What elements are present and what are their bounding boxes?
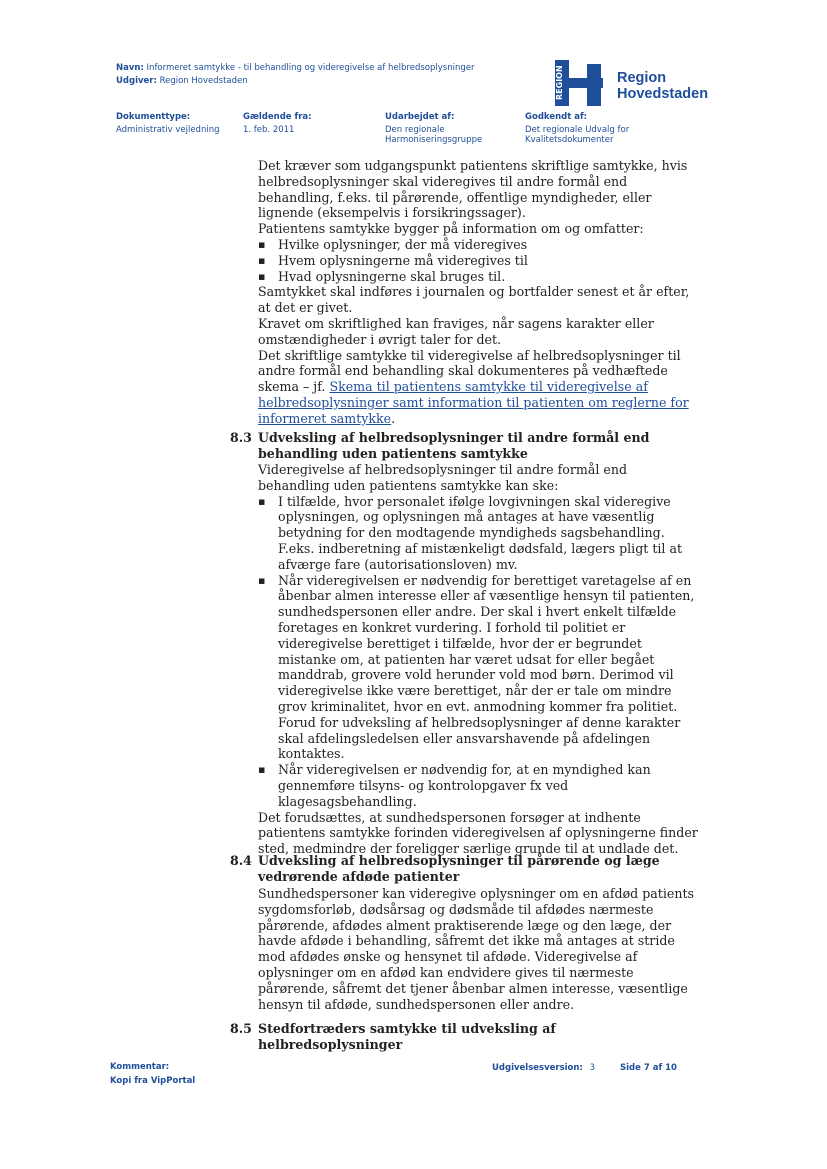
valid-from-label: Gældende fra:	[243, 112, 312, 122]
logo-line-region: Region	[617, 70, 667, 86]
approved-by-label: Godkendt af:	[525, 112, 588, 122]
version-label: Udgivelsesversion:	[492, 1063, 583, 1073]
section-8-3-paragraph-1: Videregivelse af helbredsoplysninger til andre formål end behandling uden patientens samtykke kan ske:	[258, 462, 628, 493]
name-value: Informeret samtykke - til behandling og videregivelse af helbredsoplysninger	[146, 63, 475, 73]
intro-paragraph-5-text: Det skriftlige samtykke til videregivelse af helbredsoplysninger til andre formål end behandling skal dokumenteres på vedhæftede skema – jf.	[258, 347, 681, 395]
section-8-3-number: 8.3	[230, 430, 252, 445]
section-8-3-bullet-list	[258, 494, 698, 810]
section-8-3-paragraph-2: Det forudsættes, at sundhedspersonen forsøger at indhente patientens samtykke forinden videregivelsen af oplysningerne finder sted, medmindre der foreligger særlige grunde til at undlade det.	[258, 809, 698, 857]
section-8-4-title: Udveksling af helbredsoplysninger til pårørende og læge vedrørende afdøde patienter	[258, 853, 660, 884]
publisher-label: Udgiver:	[116, 76, 157, 86]
copy-source-label: Kopi fra VipPortal	[110, 1076, 196, 1086]
intro-block	[258, 158, 698, 427]
intro-paragraph-1: Det kræver som udgangspunkt patientens skriftlige samtykke, hvis helbredsoplysninger skal videregives til andre formål end behandling, f.eks. til pårørende, offentlige myndigheder, eller lignende (eksempelvis i forsikringssager).	[258, 158, 688, 221]
meta-doctype	[116, 112, 219, 135]
meta-approved-by	[525, 112, 629, 145]
comment-label: Kommentar:	[110, 1062, 170, 1072]
intro-paragraph-2: Patientens samtykke bygger på information om og omfatter:	[258, 221, 644, 237]
approved-by-line2: Kvalitetsdokumenter	[525, 135, 614, 145]
meta-valid-from	[243, 112, 312, 135]
list-item: ▪ Hvad oplysningerne skal bruges til.	[258, 269, 698, 285]
footer-page-number: Side 7 af 10	[620, 1063, 677, 1073]
prepared-by-label: Udarbejdet af:	[385, 112, 455, 122]
logo-line-hovedstaden: Hovedstaden	[617, 86, 709, 102]
valid-from-value: 1. feb. 2011	[243, 125, 295, 135]
section-8-4-number: 8.4	[230, 853, 252, 868]
intro-paragraph-3: Samtykket skal indføres i journalen og bortfalder senest et år efter, at det er givet.	[258, 284, 690, 316]
section-8-5-number: 8.5	[230, 1021, 252, 1036]
publisher-value: Region Hovedstaden	[159, 76, 248, 86]
publisher-line	[116, 76, 248, 86]
doc-name-line	[116, 63, 474, 73]
section-8-5-title: Stedfortræders samtykke til udveksling af helbredsoplysninger	[258, 1021, 556, 1052]
section-8-4-body	[258, 886, 698, 1012]
footer-comment	[110, 1062, 195, 1086]
list-item: ▪ Hvem oplysningerne må videregives til	[258, 253, 698, 269]
region-logo	[555, 60, 603, 106]
name-label: Navn:	[116, 63, 144, 73]
intro-bullet-list	[258, 237, 698, 284]
region-logo-mark	[555, 60, 603, 106]
section-8-3-body	[258, 462, 698, 857]
section-8-4-paragraph-1: Sundhedspersoner kan videregive oplysninger om en afdød patients sygdomsforløb, dødsårsag og dødsmåde til afdødes nærmeste pårørende, afdødes alment praktiserende læge og den læge, der havde afdøde i behandling, såfremt det ikke må antages at stride mod afdødes ønske og hensynet til afdøde. Videregivelse af oplysninger om en afdød kan endvidere gives til nærmeste pårørende, såfremt det tjener åbenbar almen interesse, væsentlige hensyn til afdøde, sundhedspersonen eller andre.	[258, 886, 694, 1012]
logo-vertical-text: REGION	[555, 65, 564, 100]
intro-paragraph-5	[258, 348, 698, 427]
doctype-label: Dokumenttype:	[116, 112, 191, 122]
prepared-by-line2: Harmoniseringsgruppe	[385, 135, 483, 145]
list-item: ▪ I tilfælde, hvor personalet ifølge lovgivningen skal videregive oplysningen, og oplysningen må antages at have væsentlig betydning for den modtagende myndigheds sagsbehandling. F.eks. indberetning af mistænkeligt dødsfald, lægers pligt til at afværge fare (autorisationsloven) mv.	[258, 494, 698, 573]
prepared-by-line1: Den regionale	[385, 125, 445, 135]
list-item: ▪ Hvilke oplysninger, der må videregives	[258, 237, 698, 253]
list-item: ▪ Når videregivelsen er nødvendig for berettiget varetagelse af en åbenbar almen interesse eller af væsentlige hensyn til patienten, sundhedspersonen eller andre. Der skal i hvert enkelt tilfælde foretages en konkret vurdering. I forhold til politiet er videregivelse berettiget i tilfælde, hvor der er begrundet mistanke om, at patienten har været udsat for eller begået manddrab, grovere vold herunder vold mod børn. Derimod vil videregivelse ikke være berettiget, når der er tale om mindre grov kriminalitet, hvor en evt. anmodning kommer fra politiet. Forud for udveksling af helbredsoplysninger af denne karakter skal afdelingsledelsen eller ansvarshavende på afdelingen kontaktes.	[258, 573, 698, 763]
link-period: .	[391, 410, 396, 426]
intro-paragraph-4: Kravet om skriftlighed kan fraviges, når sagens karakter eller omstændigheder i øvrigt taler for det.	[258, 315, 654, 347]
region-wordmark	[617, 70, 708, 102]
meta-prepared-by	[385, 112, 482, 145]
section-8-3-title: Udveksling af helbredsoplysninger til andre formål end behandling uden patientens samtykke	[258, 430, 650, 461]
consent-form-link[interactable]: Skema til patientens samtykke til videregivelse af helbredsoplysninger samt information til patienten om reglerne for informeret samtykke	[258, 379, 689, 426]
footer-version	[492, 1063, 595, 1073]
list-item: ▪ Når videregivelsen er nødvendig for, at en myndighed kan gennemføre tilsyns- og kontrolopgaver fx ved klagesagsbehandling.	[258, 762, 698, 809]
doctype-value: Administrativ vejledning	[116, 125, 220, 135]
approved-by-line1: Det regionale Udvalg for	[525, 125, 630, 135]
version-value: 3	[589, 1063, 595, 1073]
